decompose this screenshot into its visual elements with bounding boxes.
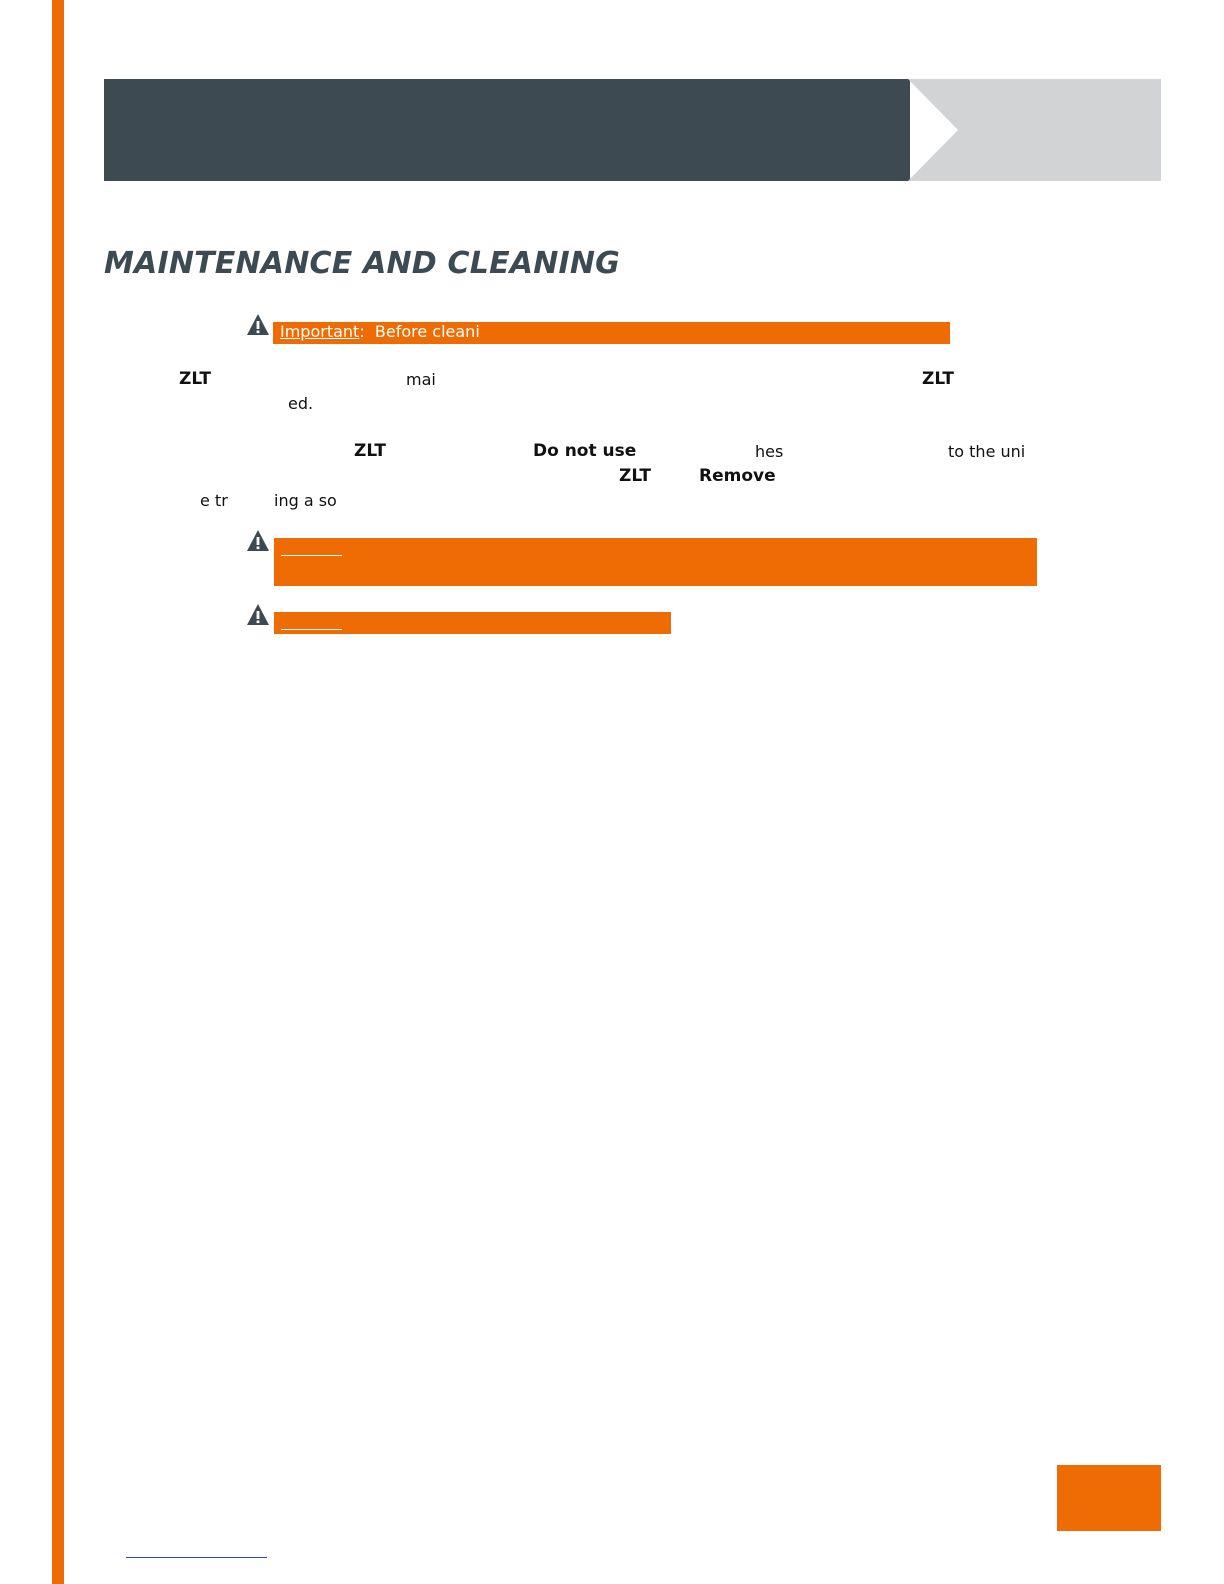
- paragraph-fragment: ZLT: [354, 441, 386, 461]
- paragraph-fragment: ing a so: [274, 491, 337, 510]
- header-chevron-arrow: [908, 79, 1161, 181]
- paragraph-fragment: ZLT: [922, 369, 954, 389]
- warning-callout: [274, 538, 1037, 586]
- warning-triangle-icon: [246, 529, 270, 553]
- page-number-badge: [1057, 1465, 1161, 1531]
- important-callout: [273, 322, 950, 344]
- paragraph-fragment: ed.: [288, 394, 314, 413]
- paragraph-fragment: ZLT: [619, 466, 651, 486]
- paragraph-fragment: e tr: [200, 491, 228, 510]
- page-title: MAINTENANCE AND CLEANING: [104, 246, 621, 281]
- accent-side-bar: [52, 0, 64, 1584]
- paragraph-fragment: Remove: [699, 466, 776, 486]
- callout-body: Before cleani: [374, 322, 480, 341]
- caution-callout: [274, 612, 671, 634]
- callout-separator: :: [359, 322, 365, 341]
- paragraph-fragment: ZLT: [179, 369, 211, 389]
- header-banner: [104, 79, 910, 181]
- paragraph-fragment: mai: [406, 370, 436, 389]
- paragraph-fragment: hes: [755, 442, 784, 461]
- warning-triangle-icon: [246, 603, 270, 627]
- footer-link[interactable]: [126, 1557, 267, 1558]
- warning-triangle-icon: [246, 313, 270, 337]
- callout-label-underline: [281, 629, 342, 630]
- callout-label: Important: [280, 322, 360, 341]
- paragraph-fragment: Do not use: [533, 441, 637, 461]
- callout-label-underline: [281, 555, 342, 556]
- callout-text: [280, 322, 480, 342]
- paragraph-fragment: to the uni: [948, 442, 1026, 461]
